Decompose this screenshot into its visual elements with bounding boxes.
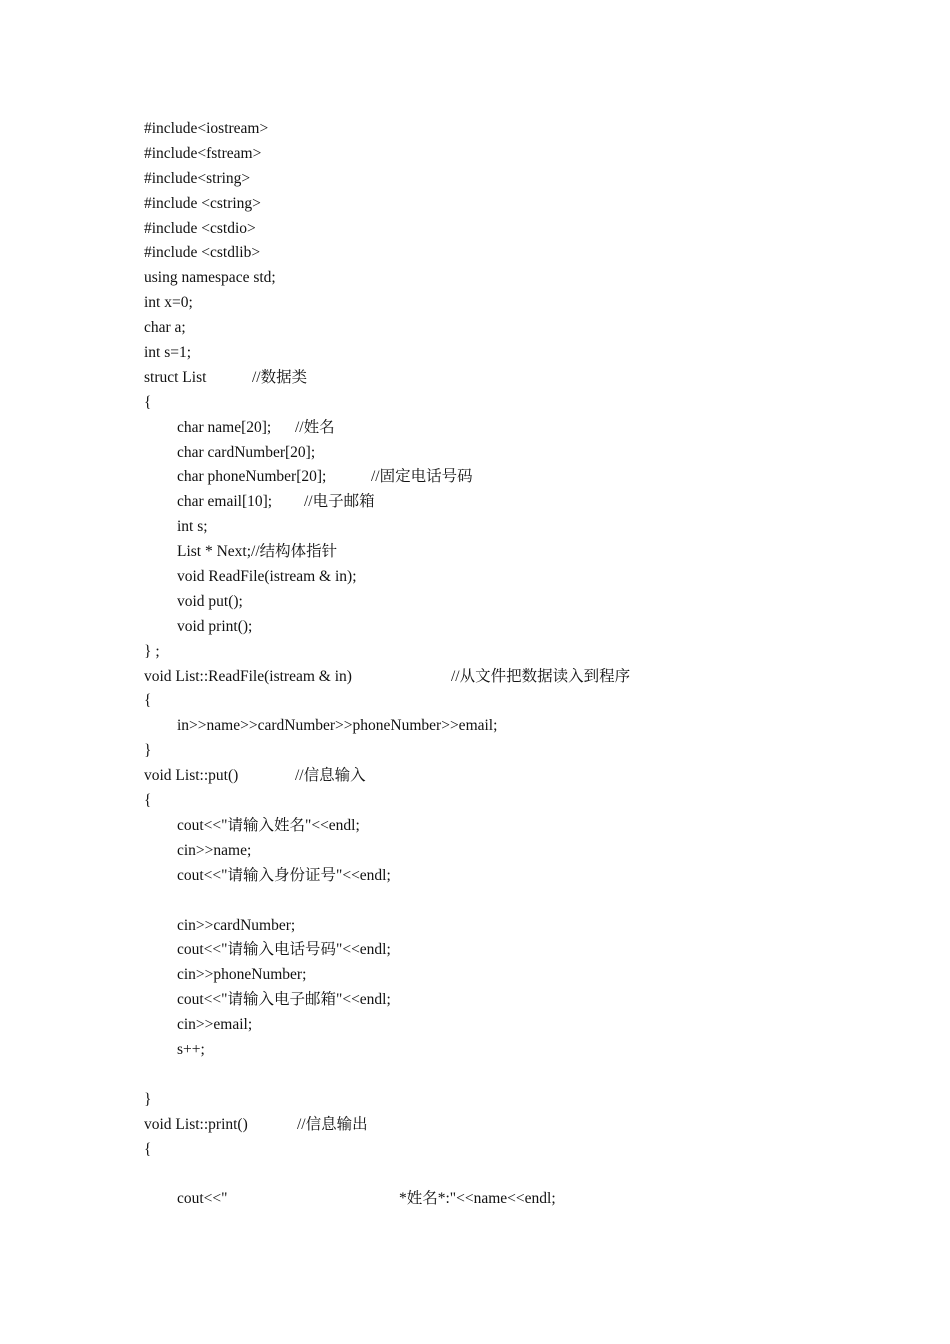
code-line xyxy=(144,938,904,963)
code-text: cout<<"请输入电话号码"<<endl; xyxy=(177,941,391,959)
code-line xyxy=(144,465,904,490)
code-text: cin>>phoneNumber; xyxy=(177,966,307,984)
code-text: using namespace std; xyxy=(144,269,276,287)
code-text: #include<iostream> xyxy=(144,120,269,137)
code-text: List * Next;//结构体指针 xyxy=(177,543,338,561)
code-line xyxy=(144,839,904,864)
code-comment: //固定电话号码 xyxy=(371,468,473,486)
code-line xyxy=(144,590,904,615)
code-text: void print(); xyxy=(177,617,253,635)
code-line xyxy=(144,988,904,1013)
code-text: #include<string> xyxy=(144,169,251,187)
code-text: cin>>cardNumber; xyxy=(177,916,296,934)
code-comment: //数据类 xyxy=(252,368,308,386)
code-line xyxy=(144,241,904,266)
code-text: } xyxy=(144,742,152,760)
code-line xyxy=(144,640,904,665)
code-line xyxy=(144,714,904,739)
code-comment: //姓名 xyxy=(295,418,335,436)
code-line xyxy=(144,1162,904,1187)
code-line xyxy=(144,490,904,515)
code-line xyxy=(144,689,904,714)
code-line xyxy=(144,391,904,416)
code-line xyxy=(144,739,904,764)
code-text: char email[10]; xyxy=(177,493,273,511)
code-line xyxy=(144,914,904,939)
code-line xyxy=(144,291,904,316)
code-line xyxy=(144,341,904,366)
code-listing xyxy=(144,117,904,1212)
code-comment: //电子邮箱 xyxy=(304,493,375,511)
code-text: in>>name>>cardNumber>>phoneNumber>>email; xyxy=(177,717,498,735)
code-text: char name[20]; xyxy=(177,418,272,436)
code-text: { xyxy=(144,692,152,710)
code-text: cin>>name; xyxy=(177,841,252,859)
code-text: } ; xyxy=(144,642,160,660)
code-line xyxy=(144,963,904,988)
code-line xyxy=(144,266,904,291)
code-text: int s; xyxy=(177,518,208,536)
code-text: void List::print() xyxy=(144,1115,248,1133)
code-comment: //信息输出 xyxy=(297,1115,368,1133)
code-line xyxy=(144,441,904,466)
code-text: int s=1; xyxy=(144,344,192,362)
code-text: #include <cstdio> xyxy=(144,219,256,237)
code-line xyxy=(144,665,904,690)
code-line xyxy=(144,366,904,391)
code-line xyxy=(144,167,904,192)
code-text: { xyxy=(144,1140,152,1158)
code-line xyxy=(144,142,904,167)
code-line xyxy=(144,789,904,814)
code-line xyxy=(144,889,904,914)
code-text: cout<<" xyxy=(177,1190,228,1208)
code-line xyxy=(144,316,904,341)
code-text: int x=0; xyxy=(144,294,193,312)
code-text: s++; xyxy=(177,1040,205,1058)
code-line xyxy=(144,192,904,217)
code-text: #include <cstdlib> xyxy=(144,244,261,262)
code-text: { xyxy=(144,393,152,411)
code-text: cout<<"请输入电子邮箱"<<endl; xyxy=(177,991,391,1009)
code-line xyxy=(144,416,904,441)
code-text: char phoneNumber[20]; xyxy=(177,468,327,486)
code-text: void List::ReadFile(istream & in) xyxy=(144,667,352,685)
code-line xyxy=(144,1138,904,1163)
code-comment: *姓名*:"<<name<<endl; xyxy=(399,1190,556,1208)
code-text: cout<<"请输入身份证号"<<endl; xyxy=(177,866,391,884)
code-text: cin>>email; xyxy=(177,1016,253,1034)
code-text: char cardNumber[20]; xyxy=(177,443,316,461)
code-text: void ReadFile(istream & in); xyxy=(177,568,357,586)
code-text: #include<fstream> xyxy=(144,144,262,162)
code-line xyxy=(144,1038,904,1063)
code-line xyxy=(144,1088,904,1113)
code-line xyxy=(144,565,904,590)
code-comment: //从文件把数据读入到程序 xyxy=(451,667,631,685)
code-line xyxy=(144,814,904,839)
code-text: struct List xyxy=(144,368,207,386)
code-line xyxy=(144,540,904,565)
code-text: #include <cstring> xyxy=(144,194,261,212)
code-line xyxy=(144,117,904,142)
code-line xyxy=(144,764,904,789)
code-line xyxy=(144,1063,904,1088)
code-line xyxy=(144,1187,904,1212)
code-text: void List::put() xyxy=(144,767,239,785)
code-text: char a; xyxy=(144,319,186,337)
code-line xyxy=(144,864,904,889)
code-text: void put(); xyxy=(177,592,243,610)
code-comment: //信息输入 xyxy=(295,767,366,785)
code-text: cout<<"请输入姓名"<<endl; xyxy=(177,816,360,834)
code-line xyxy=(144,217,904,242)
code-line xyxy=(144,1113,904,1138)
code-line xyxy=(144,515,904,540)
code-line xyxy=(144,615,904,640)
code-line xyxy=(144,1013,904,1038)
code-text: { xyxy=(144,792,152,810)
code-text: } xyxy=(144,1090,152,1108)
